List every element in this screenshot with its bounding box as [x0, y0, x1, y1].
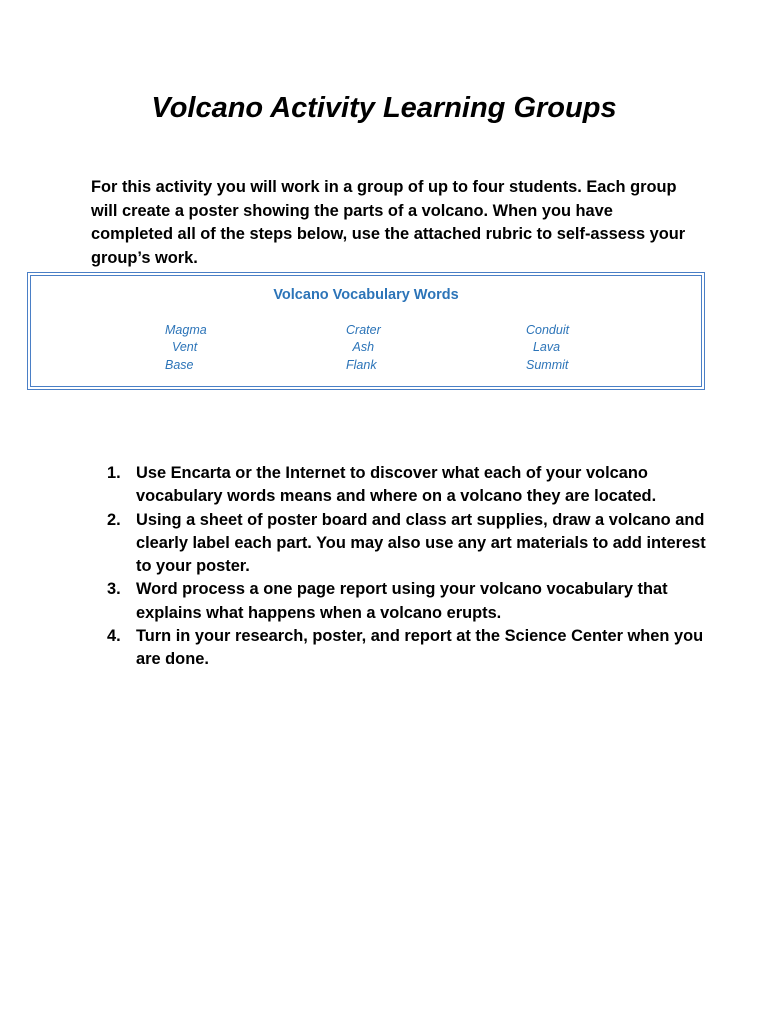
vocabulary-column-1: [165, 322, 207, 374]
intro-paragraph: For this activity you will work in a group of up to four students. Each group will create a poster showing the parts of a volcano. When you have completed all of the steps below, use the attached rubric to self-assess your group’s work.: [91, 178, 686, 267]
vocabulary-word: Flank: [346, 357, 377, 372]
vocabulary-word: Base: [165, 357, 194, 372]
vocabulary-word: Crater: [346, 323, 381, 337]
vocabulary-word: Summit: [526, 357, 569, 372]
step-number: 2.: [107, 510, 121, 529]
vocabulary-column-2: [346, 322, 381, 374]
step-item: [107, 625, 707, 672]
vocabulary-word: Vent: [165, 340, 198, 355]
vocabulary-word: Magma: [165, 323, 207, 337]
vocabulary-word: Ash: [346, 340, 375, 355]
step-item: [107, 578, 707, 625]
step-number: 1.: [107, 464, 121, 482]
step-item: [107, 509, 707, 579]
vocabulary-box: [30, 275, 702, 387]
step-number: 3.: [107, 580, 121, 599]
step-item: [107, 462, 707, 509]
vocabulary-column-3: [526, 322, 569, 374]
step-text: Using a sheet of poster board and class art supplies, draw a volcano and clearly label each part. You may also use any art materials to add interest to your poster.: [136, 510, 706, 576]
vocabulary-heading: Volcano Vocabulary Words: [273, 287, 459, 303]
vocabulary-word: Conduit: [526, 323, 570, 337]
step-number: 4.: [107, 627, 121, 646]
step-text: Use Encarta or the Internet to discover what each of your volcano vocabulary words means and where on a volcano they are located.: [136, 464, 657, 506]
steps-list: [107, 462, 707, 672]
vocabulary-word: Lava: [526, 340, 561, 355]
step-text: Word process a one page report using your volcano vocabulary that explains what happens when a volcano erupts.: [136, 580, 668, 622]
page-title: Volcano Activity Learning Groups: [151, 92, 617, 124]
step-text: Turn in your research, poster, and report at the Science Center when you are done.: [136, 627, 704, 669]
